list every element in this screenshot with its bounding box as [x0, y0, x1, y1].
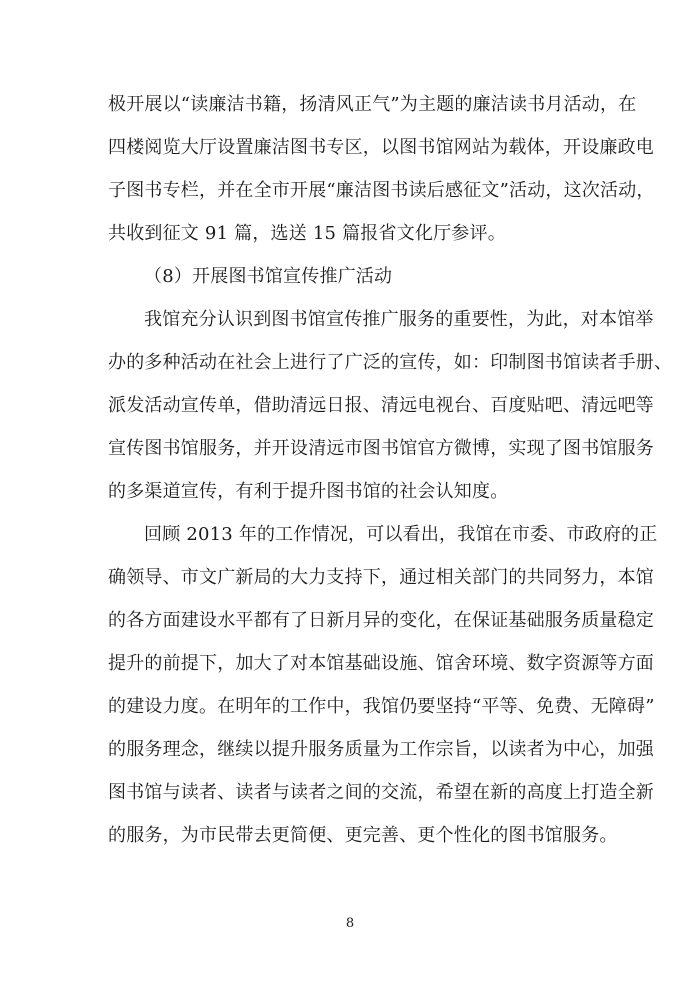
paragraph-2-line-1: 我馆充分认识到图书馆宣传推广服务的重要性，为此，对本馆举	[144, 309, 654, 330]
paragraph-3-line-7: 图书馆与读者、读者与读者之间的交流，希望在新的高度上打造全新	[108, 782, 654, 803]
paragraph-2-line-2: 办的多种活动在社会上进行了广泛的宣传，如：印制图书馆读者手册、	[108, 352, 673, 373]
section-heading: （8）开展图书馆宣传推广活动	[144, 266, 393, 287]
paragraph-2-line-5: 的多渠道宣传，有利于提升图书馆的社会认知度。	[108, 481, 509, 502]
paragraph-2-line-3: 派发活动宣传单，借助清远日报、清远电视台、百度贴吧、清远吧等	[108, 395, 654, 416]
paragraph-2-line-4: 宣传图书馆服务，并开设清远市图书馆官方微博，实现了图书馆服务	[108, 438, 654, 459]
paragraph-3-line-8: 的服务，为市民带去更简便、更完善、更个性化的图书馆服务。	[108, 825, 618, 846]
paragraph-3-line-1: 回顾 2013 年的工作情况，可以看出，我馆在市委、市政府的正	[144, 524, 658, 545]
paragraph-1-line-3: 子图书专栏，并在全市开展“廉洁图书读后感征文”活动，这次活动，	[108, 180, 655, 201]
page-number: 8	[345, 916, 355, 931]
paragraph-1-line-2: 四楼阅览大厅设置廉洁图书专区，以图书馆网站为载体，开设廉政电	[108, 137, 654, 158]
paragraph-1-line-1: 极开展以“读廉洁书籍，扬清风正气”为主题的廉洁读书月活动，在	[108, 94, 637, 115]
paragraph-3-line-3: 的各方面建设水平都有了日新月异的变化，在保证基础服务质量稳定	[108, 610, 654, 631]
paragraph-3-line-5: 的建设力度。在明年的工作中，我馆仍要坚持“平等、免费、无障碍”	[108, 696, 655, 717]
paragraph-3-line-2: 确领导、市文广新局的大力支持下，通过相关部门的共同努力，本馆	[108, 567, 654, 588]
paragraph-3-line-6: 的服务理念，继续以提升服务质量为工作宗旨，以读者为中心，加强	[108, 739, 654, 760]
paragraph-3-line-4: 提升的前提下，加大了对本馆基础设施、馆舍环境、数字资源等方面	[108, 653, 654, 674]
paragraph-1-line-4: 共收到征文 91 篇，选送 15 篇报省文化厅参评。	[108, 223, 506, 244]
